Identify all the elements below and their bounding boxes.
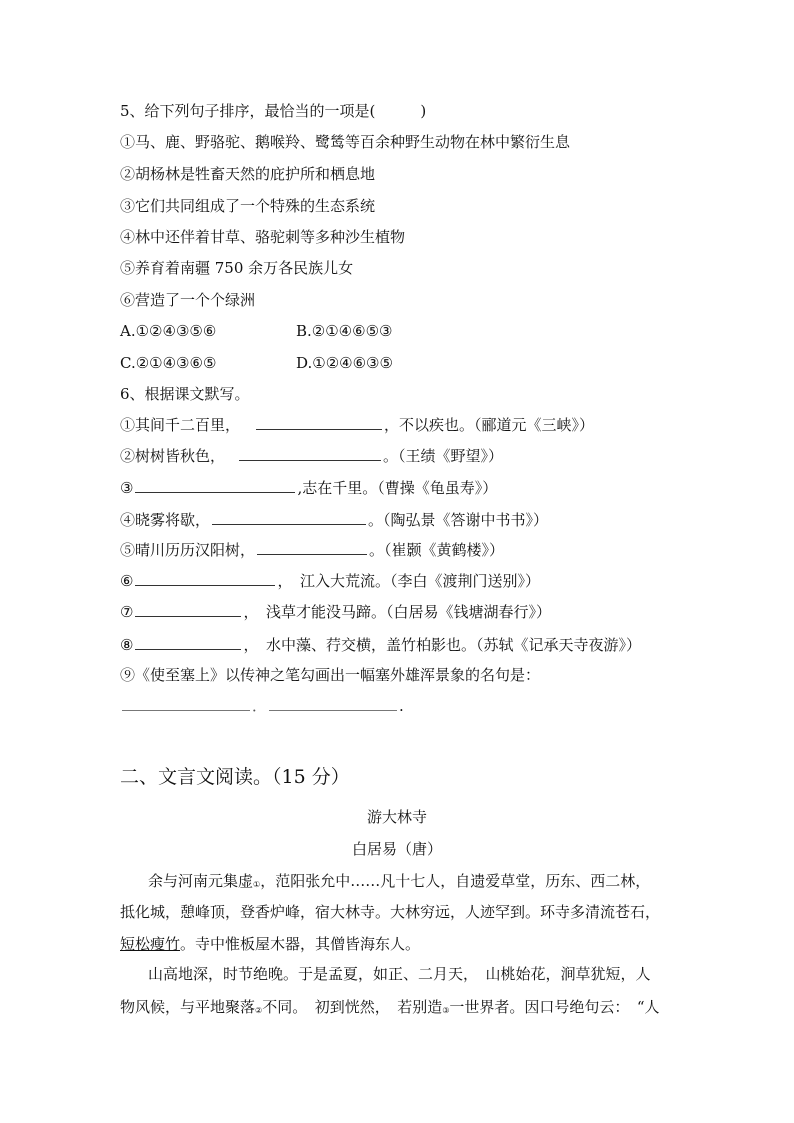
footnote-marker-3[interactable]: ③ xyxy=(442,1006,450,1015)
answer-blank-1[interactable] xyxy=(256,413,382,430)
q5-item-3: ③它们共同组成了一个特殊的生态系统 xyxy=(120,197,376,215)
recite-line-6 xyxy=(120,569,540,592)
recite-2-prompt: ②树树皆秋色， xyxy=(120,447,226,465)
recite-line-10 xyxy=(120,694,404,717)
q5-item-5: ⑤养育着南疆 750 余万各民族儿女 xyxy=(120,259,354,277)
option-c: C.②①④③⑥⑤ xyxy=(120,354,217,372)
recite-line-9: ⑨《使至塞上》以传神之笔勾画出一幅塞外雄浑景象的名句是： xyxy=(120,666,541,684)
recite-1-source: ，不以疾也。（郦道元《三峡》） xyxy=(384,416,595,434)
recite-line-7 xyxy=(120,600,551,623)
recite-2-source: 。（王绩《野望》） xyxy=(383,447,504,465)
paragraph-2-line-1: 山高地深，时节绝晚。于是孟夏，如正、二月天， 山桃始花，涧草犹短，人 xyxy=(148,965,651,983)
recite-7-prompt: ⑦ xyxy=(120,603,134,621)
article-title: 游大林寺 xyxy=(366,808,427,826)
answer-blank-9a[interactable] xyxy=(122,694,250,711)
recite-line-4 xyxy=(120,508,548,531)
answer-blank-3[interactable] xyxy=(135,476,295,493)
paragraph-1-line-1 xyxy=(148,870,650,895)
answer-blank-6[interactable] xyxy=(135,569,275,586)
question-5-stem: 5、给下列句子排序，最恰当的一项是( ) xyxy=(120,102,427,120)
question-6-stem: 6、根据课文默写。 xyxy=(120,385,250,403)
answer-blank-4[interactable] xyxy=(212,508,366,525)
answer-blank-8[interactable] xyxy=(135,633,241,650)
q5-item-6: ⑥营造了一个个绿洲 xyxy=(120,291,256,309)
recite-5-prompt: ⑤晴川历历汉阳树， xyxy=(120,541,256,559)
text-span: 余与河南元集虚 xyxy=(148,872,254,890)
recite-6-prompt: ⑥ xyxy=(120,572,134,590)
footnote-marker-2[interactable]: ② xyxy=(255,1006,263,1015)
recite-line-8 xyxy=(120,633,641,656)
recite-7-source: ， 浅草才能没马蹄。（白居易《钱塘湖春行》） xyxy=(243,603,551,621)
text-span: 物风候，与平地聚落 xyxy=(120,998,256,1016)
recite-1-prompt: ①其间千二百里， xyxy=(120,416,241,434)
recite-4-prompt: ④晓雾将歇， xyxy=(120,511,211,529)
recite-line-1 xyxy=(120,413,594,436)
recite-8-prompt: ⑧ xyxy=(120,636,134,654)
recite-5-source: 。（崔颢《黄鹤楼》） xyxy=(369,541,505,559)
recite-8-source: ， 水中藻、荇交横，盖竹柏影也。（苏轼《记承天寺夜游》） xyxy=(243,636,641,654)
answer-blank-9b[interactable] xyxy=(269,694,397,711)
answer-blank-7[interactable] xyxy=(135,600,241,617)
footnote-marker-1[interactable]: ① xyxy=(253,880,261,889)
recite-3-source: ,志在千里。（曹操《龟虽寿》） xyxy=(297,479,498,497)
q5-item-4: ④林中还伴着甘草、骆驼刺等多种沙生植物 xyxy=(120,228,406,246)
q5-item-1: ①马、鹿、野骆驼、鹅喉羚、鹭鸶等百余种野生动物在林中繁衍生息 xyxy=(120,133,571,151)
text-span: 。寺中惟板屋木器，其僧皆海东人。 xyxy=(180,935,421,953)
answer-end-mark: . xyxy=(399,697,404,715)
section-2-heading: 二、文言文阅读。（15 分） xyxy=(120,766,350,788)
option-d: D.①②④⑥③⑤ xyxy=(296,354,393,372)
paragraph-1-line-3 xyxy=(120,933,420,955)
text-span: ，范阳张允中……凡十七人，自遗爱草堂，历东、西二林， xyxy=(260,872,651,890)
article-author: 白居易（唐） xyxy=(351,840,442,858)
recite-4-source: 。（陶弘景《答谢中书书》） xyxy=(368,511,549,529)
recite-line-2 xyxy=(120,444,503,467)
paragraph-1-line-2: 抵化城，憩峰顶，登香炉峰，宿大林寺。大林穷远，人迹罕到。环寺多清流苍石， xyxy=(120,903,661,921)
option-a: A.①②④③⑤⑥ xyxy=(120,322,217,340)
paragraph-2-line-2 xyxy=(120,996,660,1021)
answer-separator: ． xyxy=(252,697,268,715)
recite-6-source: ， 江入大荒流。（李白《渡荆门送别》） xyxy=(277,572,540,590)
recite-line-3 xyxy=(120,476,497,499)
text-span: 不同。 初到恍然， 若别造 xyxy=(262,998,443,1016)
recite-3-prompt: ③ xyxy=(120,479,134,497)
answer-blank-5[interactable] xyxy=(257,538,367,555)
underlined-phrase: 短松瘦竹 xyxy=(120,935,181,953)
text-span: 一世界者。因口号绝句云： “人 xyxy=(449,998,660,1016)
q5-item-2: ②胡杨林是牲畜天然的庇护所和栖息地 xyxy=(120,165,376,183)
recite-line-5 xyxy=(120,538,504,561)
option-b: B.②①④⑥⑤③ xyxy=(296,322,393,340)
answer-blank-2[interactable] xyxy=(239,444,381,461)
